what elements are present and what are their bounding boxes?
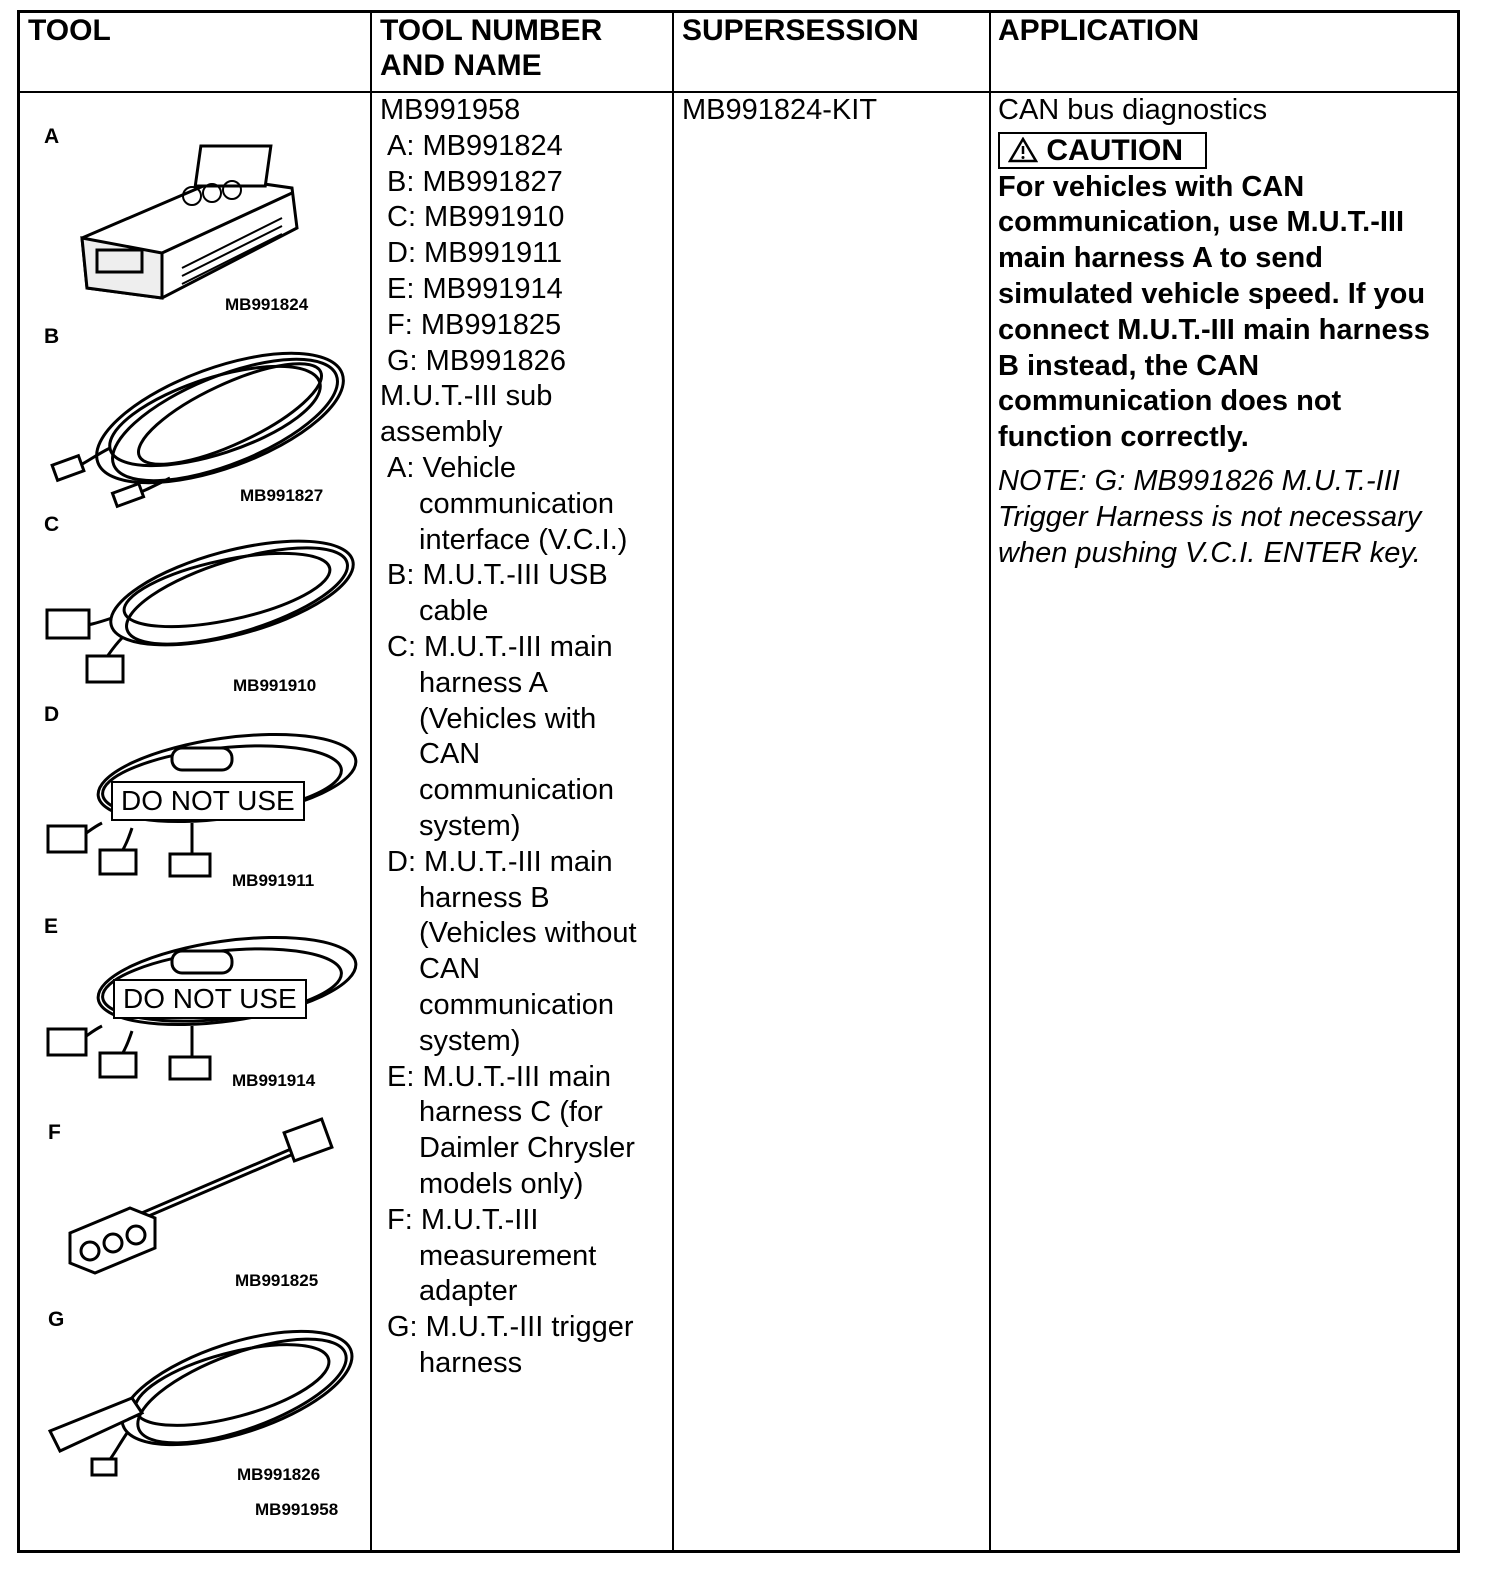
subassembly-item: F: M.U.T.-III measurement adapter bbox=[387, 1203, 597, 1308]
kit-code: MB991958 bbox=[255, 1500, 339, 1519]
tool-number-and-name-cell bbox=[380, 93, 665, 1382]
supersession-cell: MB991824-KIT bbox=[682, 94, 878, 126]
caution-label: CAUTION bbox=[1046, 133, 1183, 167]
subassembly-item: G: M.U.T.-III trigger harness bbox=[387, 1311, 634, 1379]
tool-code: MB991914 bbox=[232, 1071, 316, 1090]
header-tool: TOOL bbox=[28, 14, 111, 47]
tool-letter: A bbox=[44, 125, 60, 148]
subassembly-item: B: M.U.T.-III USB cable bbox=[387, 559, 608, 628]
part-number: E: MB991914 bbox=[387, 272, 563, 305]
tool-letter: D bbox=[44, 703, 60, 726]
subassembly-item: D: M.U.T.-III main harness B (Vehicles without CAN communication system) bbox=[387, 845, 637, 1057]
header-application: APPLICATION bbox=[998, 14, 1200, 47]
part-number: B: MB991827 bbox=[387, 165, 563, 198]
subassembly-title: M.U.T.-III sub assembly bbox=[380, 380, 553, 449]
part-number-list bbox=[380, 129, 665, 380]
application-title: CAN bus diagnostics bbox=[998, 94, 1268, 126]
tool-letter: C bbox=[44, 513, 60, 536]
tool-code: MB991911 bbox=[232, 871, 315, 890]
do-not-use-label: DO NOT USE bbox=[113, 979, 307, 1019]
header-tool-number-and-name: TOOL NUMBER AND NAME bbox=[380, 14, 603, 82]
header-supersession: SUPERSESSION bbox=[682, 14, 919, 47]
tool-table bbox=[17, 10, 1460, 1553]
part-number: F: MB991825 bbox=[387, 308, 562, 341]
kit-number: MB991958 bbox=[380, 94, 521, 126]
part-number: G: MB991826 bbox=[387, 344, 566, 377]
tool-letter: G bbox=[48, 1308, 65, 1331]
caution-box bbox=[998, 132, 1207, 169]
subassembly-item: A: Vehicle communication interface (V.C.I.) bbox=[387, 451, 628, 556]
warning-triangle-icon bbox=[1008, 137, 1038, 163]
subassembly-item: C: M.U.T.-III main harness A (Vehicles with CAN communication system) bbox=[387, 630, 615, 842]
tool-code: MB991910 bbox=[233, 676, 317, 695]
tool-code: MB991824 bbox=[225, 295, 309, 314]
subassembly-item: E: M.U.T.-III main harness C (for Daimler Chrysler models only) bbox=[387, 1060, 635, 1200]
tool-code: MB991826 bbox=[237, 1465, 321, 1484]
application-note: NOTE: G: MB991826 M.U.T.-III Trigger Harness is not necessary when pushing V.C.I. ENTER key. bbox=[998, 464, 1422, 569]
tool-code: MB991827 bbox=[240, 486, 324, 505]
tool-letter: F bbox=[48, 1121, 61, 1144]
do-not-use-label: DO NOT USE bbox=[111, 781, 305, 821]
tool-code: MB991825 bbox=[235, 1271, 319, 1290]
part-number: D: MB991911 bbox=[387, 237, 563, 270]
subassembly-list bbox=[380, 451, 665, 1382]
usb-cable-icon bbox=[50, 338, 360, 503]
vci-unit-icon bbox=[72, 138, 302, 308]
caution-text: For vehicles with CAN communication, use M.U.T.-III main harness A to send simulated vehicle speed. If you connect M.U.T.-III main harness B instead, the CAN communication does not function correctly. bbox=[998, 170, 1430, 454]
application-cell bbox=[998, 93, 1453, 571]
part-number: C: MB991910 bbox=[387, 201, 565, 234]
main-harness-a-icon bbox=[42, 528, 362, 688]
part-number: A: MB991824 bbox=[387, 129, 563, 162]
trigger-harness-icon bbox=[42, 1323, 362, 1488]
tool-letter: B bbox=[44, 325, 60, 348]
tool-letter: E bbox=[44, 915, 59, 938]
measurement-adapter-icon bbox=[60, 1123, 340, 1273]
